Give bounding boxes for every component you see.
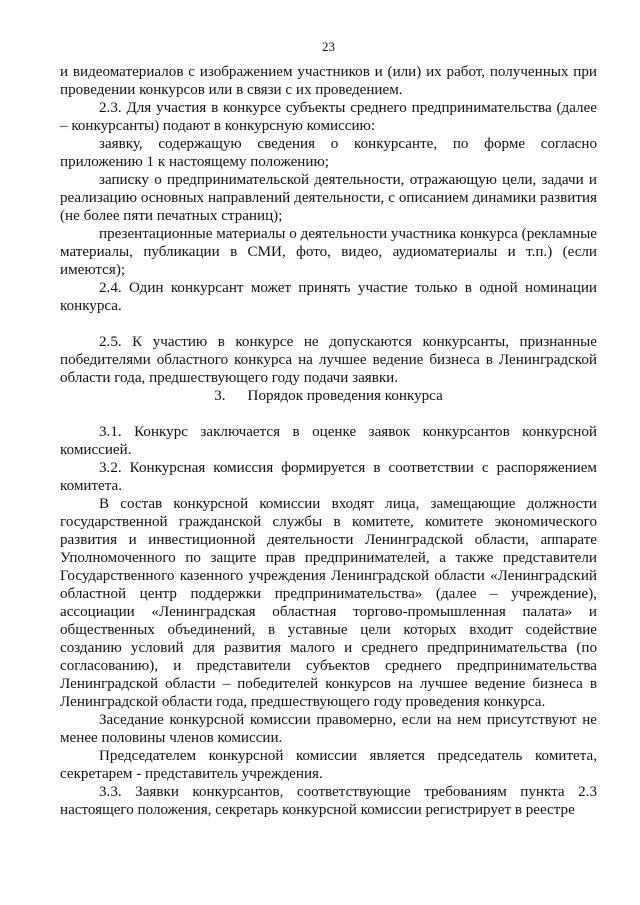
paragraph-continuation: и видеоматериалов с изображением участников и (или) их работ, полученных при проведении конкурсов или в связи с их проведением. bbox=[60, 64, 597, 98]
paragraph-2-3: 2.3. Для участия в конкурсе субъекты среднего предпринимательства (далее – конкурсанты) подают в конкурсную комиссию: bbox=[60, 100, 597, 134]
paragraph-3-3: 3.3. Заявки конкурсантов, соответствующие требованиям пункта 2.3 настоящего положения, секретарь конкурсной комиссии регистрирует в реестре bbox=[60, 784, 597, 818]
document-body bbox=[60, 63, 597, 819]
paragraph-2-4: 2.4. Один конкурсант может принять участие только в одной номинации конкурса. bbox=[60, 280, 597, 314]
list-item-presentation: презентационные материалы о деятельности участника конкурса (рекламные материалы, публикации в СМИ, фото, видео, аудиоматериалы и т.п.) (если имеются); bbox=[60, 226, 597, 278]
list-item-application: заявку, содержащую сведения о конкурсанте, по форме согласно приложению 1 к настоящему положению; bbox=[60, 136, 597, 170]
section-title: Порядок проведения конкурса bbox=[247, 388, 443, 404]
section-number: 3. bbox=[214, 388, 226, 404]
page-number: 23 bbox=[322, 39, 335, 54]
paragraph-3-1: 3.1. Конкурс заключается в оценке заявок конкурсантов конкурсной комиссией. bbox=[60, 424, 597, 458]
section-heading bbox=[60, 387, 597, 405]
paragraph-commission-composition: В состав конкурсной комиссии входят лица, замещающие должности государственной гражданской службы в комитете, комитете экономического развития и инвестиционной деятельности Ленинградской области, аппарате Уполномоченного по защите прав предпринимателей, а также представители Государственного казенного учреждения Ленинградской области «Ленинградский областной центр поддержки предпринимательства» (далее – учреждение), ассоциации «Ленинградская областная торгово-промышленная палата» и общественных объединений, в уставные цели которых входит содействие созданию условий для развития малого и среднего предпринимательства (по согласованию), и представители субъектов среднего предпринимательства Ленинградской области – победителей конкурсов на лучшее ведение бизнеса в Ленинградской области года, предшествующего году проведения конкурса. bbox=[60, 496, 597, 710]
paragraph-3-2: 3.2. Конкурсная комиссия формируется в соответствии с распоряжением комитета. bbox=[60, 460, 597, 494]
paragraph-quorum: Заседание конкурсной комиссии правомерно, если на нем присутствуют не менее половины членов комиссии. bbox=[60, 712, 597, 746]
list-item-business-note: записку о предпринимательской деятельности, отражающую цели, задачи и реализацию основных направлений деятельности, с описанием динамики развития (не более пяти печатных страниц); bbox=[60, 172, 597, 224]
paragraph-chairman: Председателем конкурсной комиссии является председатель комитета, секретарем - представитель учреждения. bbox=[60, 748, 597, 782]
paragraph-2-5: 2.5. К участию в конкурсе не допускаются конкурсанты, признанные победителями областного конкурса на лучшее ведение бизнеса в Ленинградской области года, предшествующего году подачи заявки. bbox=[60, 334, 597, 386]
